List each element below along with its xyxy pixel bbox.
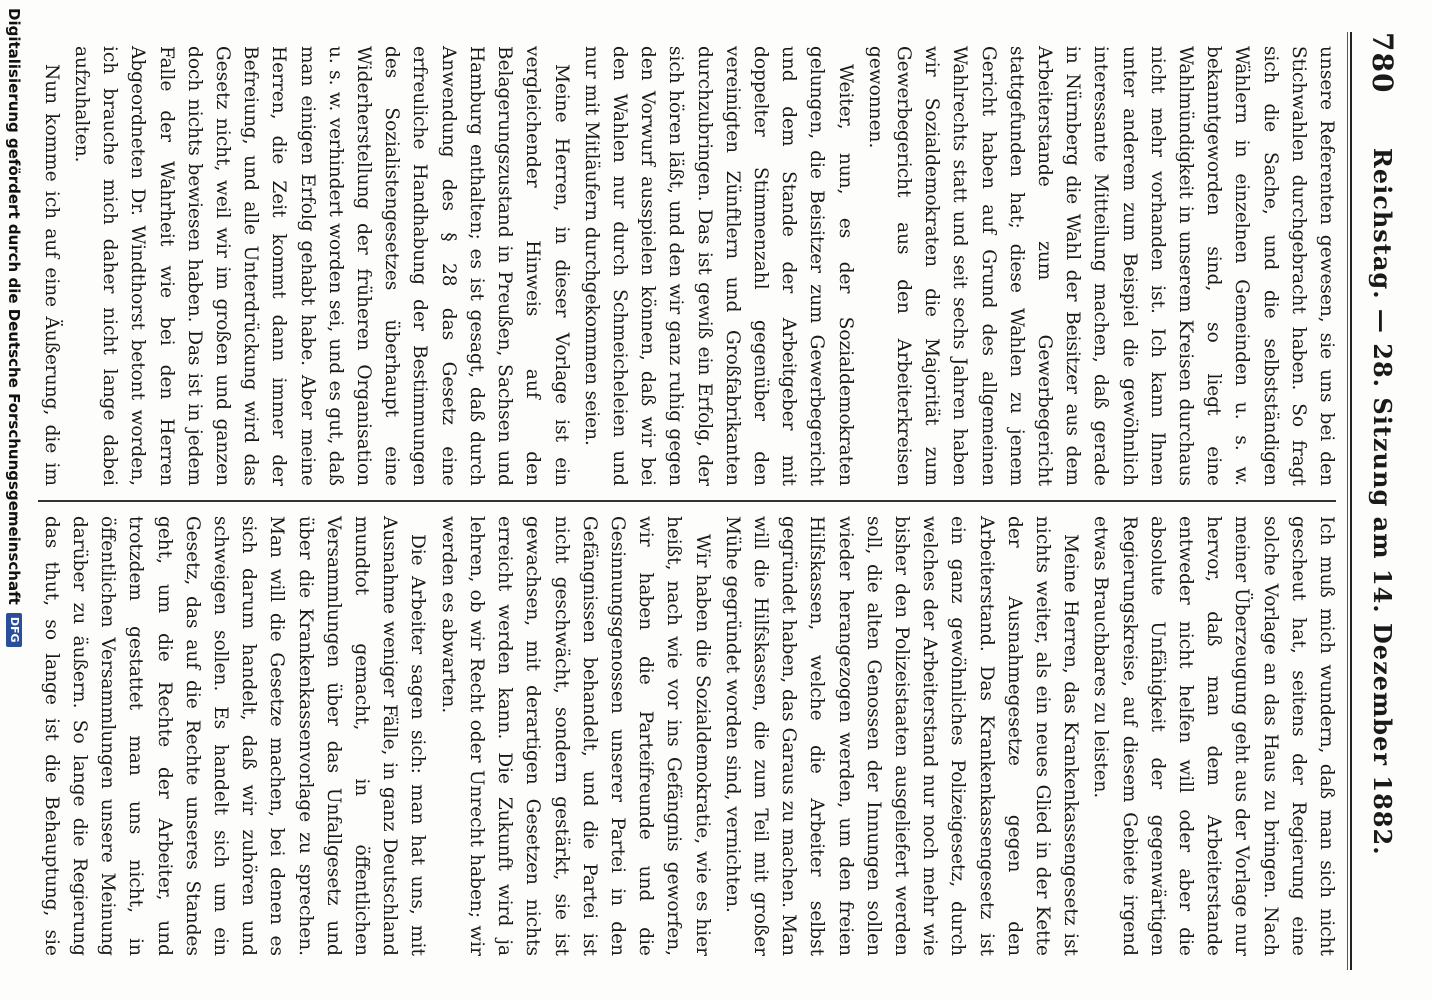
page-number: 780 [1366, 32, 1400, 94]
paragraph: unsere Referenten gewesen, sie uns bei den Stichwahlen durchgebracht haben. So fragt sich die Sache, und die selbstständigen Wählern in einzelnen Gemeinden u. s. w. bekanntgeworden sind, so liegt eine Wahlmündigkeit in unserem Kreisen durchaus nicht mehr vorhanden ist. Ich kann Ihnen unter anderem zum Beispiel die gewöhnlich interessante Mitteilung machen, daß gerade in Nürnberg die Wahl der Beisitzer aus dem Arbeiterstande zum Gewerbegericht stattgefunden hat; diese Wahlen zu jenem Gericht haben auf Grund des allgemeinen Wahlrechts statt und seit sechs Jahren haben wir Sozialdemokraten die Majorität zum Gewerbegericht aus den Arbeiterkreisen gewonnen. [864, 46, 1337, 486]
right-column [38, 502, 1340, 970]
paragraph: Weiter, nun, es der Sozialdemokraten gelungen, die Beisitzer zum Gewerbegericht und dem Stande der Arbeitgeber mit doppelter Stimmenzahl gegenüber den vereinigten Zünftlern und Großfabrikanten durchzubringen. Das ist gewiß ein Erfolg, der sich hören läßt, und den wir ganz ruhig gegen den Vorwurf ausspielen können, daß wir bei den Wahlen nur durch Schmeicheleien und nur mit Mitläufern durchgekommen seien. [580, 46, 856, 486]
dfg-logo: DFG [6, 613, 22, 647]
digitization-credit [0, 0, 28, 1000]
text-columns [38, 32, 1340, 970]
credit-text: Digitalisierung gefördert durch die Deutsche Forschungsgemeinschaft [5, 8, 23, 605]
header-rule [1347, 32, 1352, 970]
running-title: Reichstag. — 28. Sitzung am 14. Dezember 1882. [1368, 147, 1398, 856]
paragraph: Ich muß mich wundern, daß man sich nicht gescheut hat, seitens der Regierung eine solche Vorlage an das Haus zu bringen. Nach meiner Überzeugung geht aus der Vorlage nur hervor, daß man dem Arbeiterstande entweder nicht helfen will oder aber die absolute Unfähigkeit der gegenwärtigen Regierungskreise, auf diesem Gebiete irgend etwas Brauchbares zu leisten. [1090, 516, 1337, 956]
left-column [38, 32, 1340, 500]
paragraph: Wir haben die Sozialdemokratie, wie es hier heißt, nach wie vor ins Gefängnis geworfen, wir haben die Parteifreunde und die Gesinnungsgenossen unserer Partei in den Gefängnissen behandelt, und die Partei ist nicht geschwächt, sondern gestärkt, sie ist gewachsen, mit derartigen Gesetzen nichts erreicht werden kann. Die Zukunft wird ja lehren, ob wir Recht oder Unrecht haben; wir werden es abwarten. [437, 516, 713, 956]
paragraph: Meine Herren, das Krankenkassengesetz ist nichts weiter, als ein neues Glied in der Kette der Ausnahmegesetze gegen den Arbeiterstand. Das Krankenkassengesetz ist ein ganz gewöhnliches Polizeigesetz, durch welches der Arbeiterstand nur noch mehr wie bisher den Polizeistaaten ausgeliefert werden soll, die alten Genossen der Innungen sollen wieder herangezogen werden, um den freien Hilfskassen, welche die Arbeiter selbst gegründet haben, das Garaus zu machen. Man will die Hilfskassen, die zum Teil mit großer Mühe gegründet worden sind, vernichten. [721, 516, 1082, 956]
page-header [1358, 32, 1408, 970]
paragraph: Nun komme ich auf eine Äußerung, die im [40, 64, 62, 486]
paragraph: Die Arbeiter sagen sich: man hat uns, mit Ausnahme weniger Fälle, in ganz Deutschland mundtot gemacht, in öffentlichen Versammlungen über das Unfallgesetz und über die Krankenkassenvorlage zu sprechen. Man will die Gesetze machen, bei denen es sich darum handelt, daß wir zuhören und schweigen sollen. Es handelt sich um ein Gesetz, das auf die Rechte unseres Standes geht, um die Rechte der Arbeiter, und trotzdem gestattet man uns nicht, in öffentlichen Versammlungen unsere Meinung darüber zu äußern. So lange die Regierung das thut, so lange ist die Behauptung, sie [40, 516, 429, 956]
paragraph: Meine Herren, in dieser Vorlage ist ein vergleichender Hinweis auf den Belagerungszustand in Preußen, Sachsen und Hamburg enthalten; es ist gesagt, daß durch Anwendung des § 28 das Gesetz eine erfreuliche Handhabung der Bestimmungen des Sozialistengesetzes überhaupt eine Widerherstellung der früheren Organisation u. s. w. verhindert worden sei, und es gut, daß man einigen Erfolg gehabt habe. Aber meine Herren, die Zeit kommt dann immer der Befreiung, und alle Unterdrückung wird das Gesetz nicht, weil wir im großen und ganzen doch nichts bewiesen haben. Das ist in jedem Falle der Wahrheit wie bei den Herren Abgeordneten Dr. Windthorst betont worden, ich brauche mich daher nicht lange dabei aufzuhalten. [71, 46, 572, 486]
